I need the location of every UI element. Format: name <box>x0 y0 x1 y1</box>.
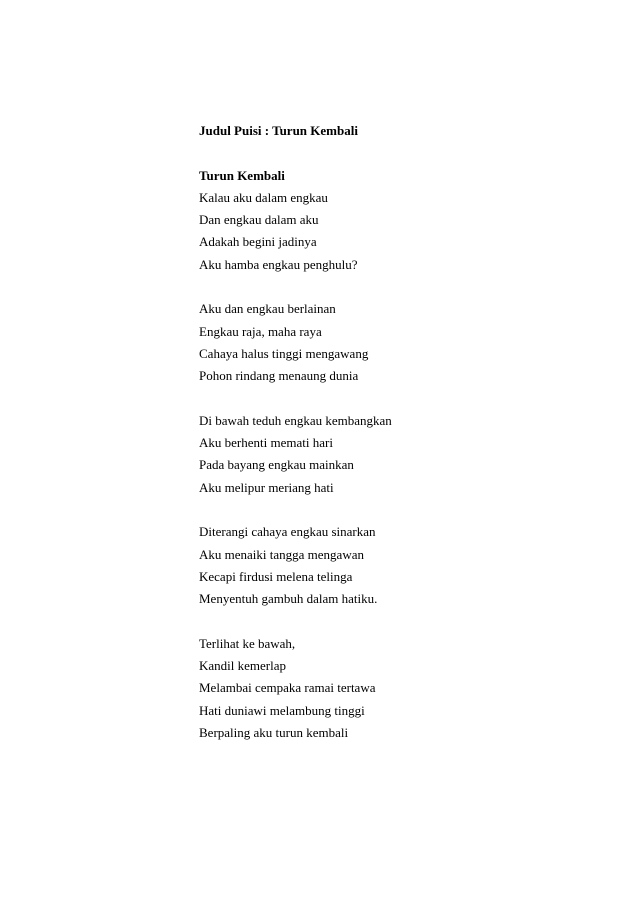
poem-line: Kandil kemerlap <box>199 658 286 674</box>
poem-line: Terlihat ke bawah, <box>199 635 296 651</box>
poem-line: Di bawah teduh engkau kembangkan <box>199 412 392 428</box>
document-heading: Judul Puisi : Turun Kembali <box>199 123 358 138</box>
spacer <box>199 142 599 164</box>
poem-line: Adakah begini jadinya <box>199 234 317 250</box>
poem-line: Pada bayang engkau mainkan <box>199 457 354 473</box>
poem-line: Kecapi firdusi melena telinga <box>199 568 353 584</box>
poem-line: Dan engkau dalam aku <box>199 212 319 228</box>
poem-line: Engkau raja, maha raya <box>199 323 322 339</box>
spacer <box>199 388 599 410</box>
stanza-2 <box>199 298 599 387</box>
spacer <box>199 611 599 633</box>
stanza-1 <box>199 187 599 276</box>
document-page <box>199 120 599 744</box>
poem-line: Aku menaiki tangga mengawan <box>199 546 364 562</box>
poem-line: Berpaling aku turun kembali <box>199 725 349 741</box>
poem-line: Pohon rindang menaung dunia <box>199 368 359 384</box>
spacer <box>199 499 599 521</box>
poem-line: Diterangi cahaya engkau sinarkan <box>199 524 376 540</box>
poem-line: Melambai cempaka ramai tertawa <box>199 680 376 696</box>
poem-title: Turun Kembali <box>199 167 285 183</box>
poem-line: Aku melipur meriang hati <box>199 479 334 495</box>
poem-line: Aku hamba engkau penghulu? <box>199 256 358 272</box>
stanza-5 <box>199 633 599 744</box>
stanza-4 <box>199 521 599 610</box>
spacer <box>199 276 599 298</box>
poem-line: Menyentuh gambuh dalam hatiku. <box>199 591 378 607</box>
poem-line: Aku dan engkau berlainan <box>199 301 336 317</box>
poem-line: Kalau aku dalam engkau <box>199 189 328 205</box>
poem-line: Cahaya halus tinggi mengawang <box>199 345 369 361</box>
stanza-3 <box>199 410 599 499</box>
poem-line: Aku berhenti memati hari <box>199 435 333 451</box>
poem-line: Hati duniawi melambung tinggi <box>199 702 365 718</box>
